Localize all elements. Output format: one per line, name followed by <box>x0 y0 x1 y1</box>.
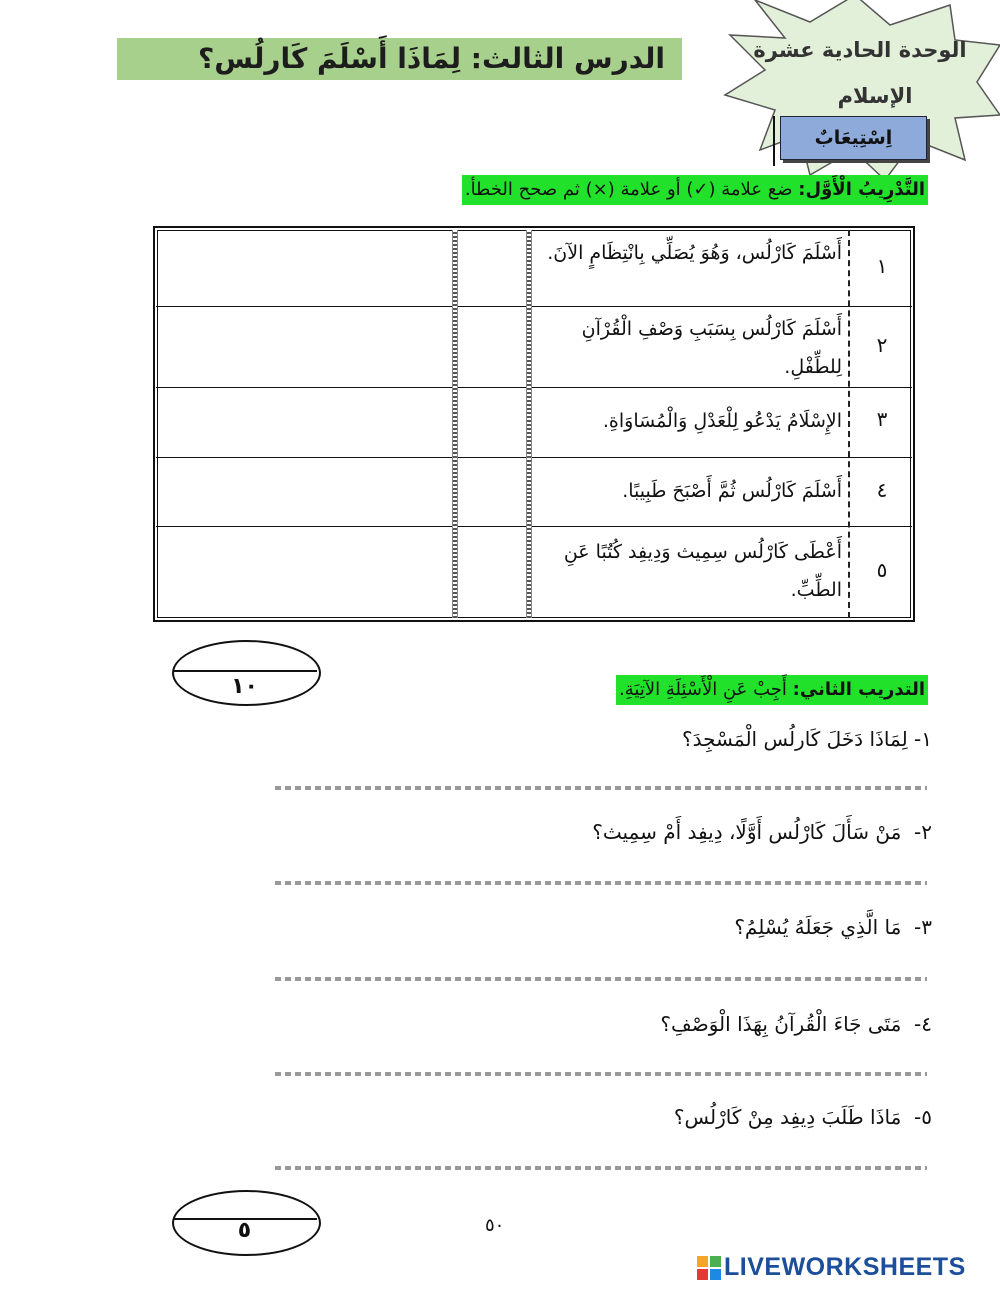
answer-line-1[interactable] <box>275 786 927 790</box>
row-divider <box>156 457 912 458</box>
unit-title: الوحدة الحادية عشرة <box>753 38 967 62</box>
question-4 <box>172 1012 932 1036</box>
exercise1-title: التَّدْرِيبُ الْأَوَّل: <box>798 179 925 200</box>
question-number: ٢- <box>914 820 932 844</box>
answer-line-2[interactable] <box>275 881 927 885</box>
exercise2-instruction: أَجِبْ عَنِ الْأَسْئِلَةِ الآتِيَةِ. <box>619 679 787 700</box>
correction-cell-5[interactable] <box>160 530 450 616</box>
question-5 <box>172 1105 932 1129</box>
answer-line-4[interactable] <box>275 1072 927 1076</box>
unit-subtitle: الإسلام <box>837 84 913 108</box>
correction-cell-4[interactable] <box>160 461 450 523</box>
answer-line-3[interactable] <box>275 977 927 981</box>
correction-cell-3[interactable] <box>160 391 450 453</box>
row-number: ٢ <box>876 333 888 357</box>
row-number: ٥ <box>876 558 888 582</box>
page-number: ٥٠ <box>485 1215 505 1236</box>
statement-5: أَعْطَى كَارْلُس سِمِيث وَدِيفِد كُتُبًا عَنِ الطِّبِّ. <box>563 541 842 601</box>
section-label: اِسْتِيعَابٌ <box>780 116 927 160</box>
question-number: ١- <box>914 727 932 751</box>
exercise2-header <box>616 675 928 705</box>
question-text: لِمَاذَا دَخَلَ كَارلُس الْمَسْجِدَ؟ <box>682 727 908 751</box>
question-2 <box>172 820 932 844</box>
question-1 <box>172 727 932 751</box>
question-text: مَاذَا طَلَبَ دِيفِد مِنْ كَارْلُس؟ <box>673 1105 902 1129</box>
answer-line-5[interactable] <box>275 1166 927 1170</box>
section-divider <box>773 116 775 166</box>
statement-1: أَسْلَمَ كَارْلُس، وَهُوَ يُصَلِّي بِانْتِظَامٍ الآنَ. <box>547 242 842 264</box>
row-divider <box>156 526 912 527</box>
row-divider <box>156 306 912 307</box>
score-value: ١٠ <box>231 674 258 699</box>
question-number: ٥- <box>914 1105 932 1129</box>
liveworksheets-logo-icon <box>697 1256 721 1280</box>
statement-2: أَسْلَمَ كَارْلُس بِسَبَبِ وَصْفِ الْقُرْآنِ لِلطِّفْلِ. <box>581 318 842 378</box>
row-number: ٣ <box>876 407 888 431</box>
mark-cell-1[interactable] <box>534 236 846 302</box>
question-text: مَا الَّذِي جَعَلَهُ يُسْلِمُ؟ <box>734 915 902 939</box>
column-divider <box>452 230 458 618</box>
row-divider <box>156 387 912 388</box>
exercise1-header <box>462 175 928 205</box>
score-value: ٥ <box>237 1218 252 1243</box>
question-text: مَنْ سَأَلَ كَارْلُس أَوَّلًا، دِيفِد أَمْ سِمِيث؟ <box>592 820 902 844</box>
exercise1-instruction: ضع علامة (✓) أو علامة (×) ثم صحح الخطأ. <box>464 179 793 200</box>
correction-cell-1[interactable] <box>160 236 450 302</box>
question-number: ٤- <box>914 1012 932 1036</box>
statement-3: الإِسْلَامُ يَدْعُو لِلْعَدْلِ وَالْمُسَاوَاةِ. <box>602 410 842 432</box>
question-number: ٣- <box>914 915 932 939</box>
question-3 <box>172 915 932 939</box>
exercise2-title: التدريب الثاني: <box>792 679 925 700</box>
brand-name: LIVEWORKSHEETS <box>724 1253 966 1281</box>
row-number: ٤ <box>876 478 888 502</box>
score-oval-line <box>174 670 317 672</box>
correction-cell-2[interactable] <box>160 310 450 384</box>
lesson-title: الدرس الثالث: لِمَاذَا أَسْلَمَ كَارلُس؟ <box>198 42 665 75</box>
statement-4: أَسْلَمَ كَارْلُس ثُمَّ أَصْبَحَ طَبِيبًا. <box>622 480 842 502</box>
row-number: ١ <box>876 254 888 278</box>
column-divider <box>848 230 850 618</box>
question-text: مَتَى جَاءَ الْقُرآنُ بِهَذَا الْوَصْفِ؟ <box>660 1012 902 1036</box>
